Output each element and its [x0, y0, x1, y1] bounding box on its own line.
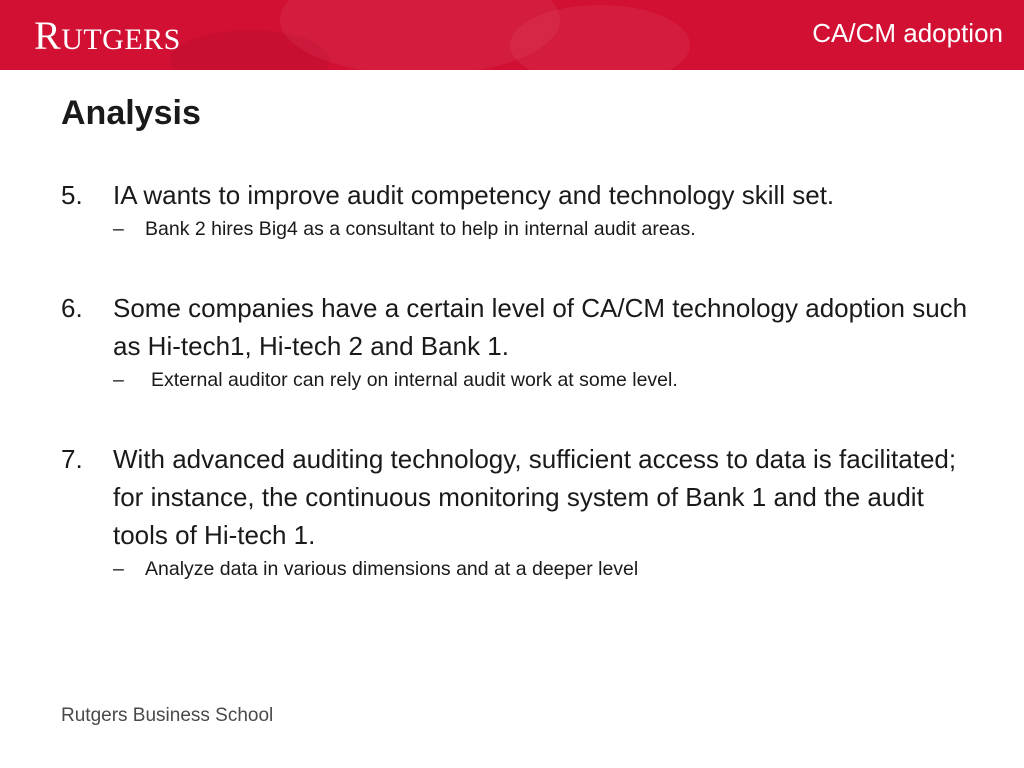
item-text: Some companies have a certain level of CA/CM technology adoption such as Hi-tech1, Hi-tech 2 and Bank 1.	[113, 293, 968, 361]
section-label: CA/CM adoption	[812, 18, 1003, 48]
dash-bullet: –	[113, 218, 124, 240]
sub-bullet-text: Analyze data in various dimensions and at a deeper level	[145, 558, 639, 580]
dash-bullet: –	[113, 369, 124, 391]
analysis-list	[61, 176, 981, 584]
sub-bullet-text: External auditor can rely on internal audit work at some level.	[151, 369, 678, 391]
list-item	[61, 289, 981, 395]
item-text: With advanced auditing technology, sufficient access to data is facilitated; for instance, the continuous monitoring system of Bank 1 and the audit tools of Hi-tech 1.	[113, 444, 957, 550]
dash-bullet: –	[113, 558, 124, 580]
item-number: 6.	[61, 293, 83, 323]
item-text: IA wants to improve audit competency and technology skill set.	[113, 180, 835, 210]
slide-title: Analysis	[61, 94, 201, 132]
sub-bullet-text: Bank 2 hires Big4 as a consultant to help in internal audit areas.	[145, 218, 696, 240]
sub-bullet	[113, 215, 981, 244]
header-banner	[0, 0, 1024, 70]
item-number: 7.	[61, 444, 83, 474]
sub-bullet	[113, 555, 981, 584]
list-item	[61, 440, 981, 584]
list-item	[61, 176, 981, 244]
footer-text: Rutgers Business School	[61, 705, 274, 726]
sub-bullet	[113, 366, 981, 395]
rutgers-logo: RUTGERS	[34, 13, 181, 58]
item-number: 5.	[61, 180, 83, 210]
